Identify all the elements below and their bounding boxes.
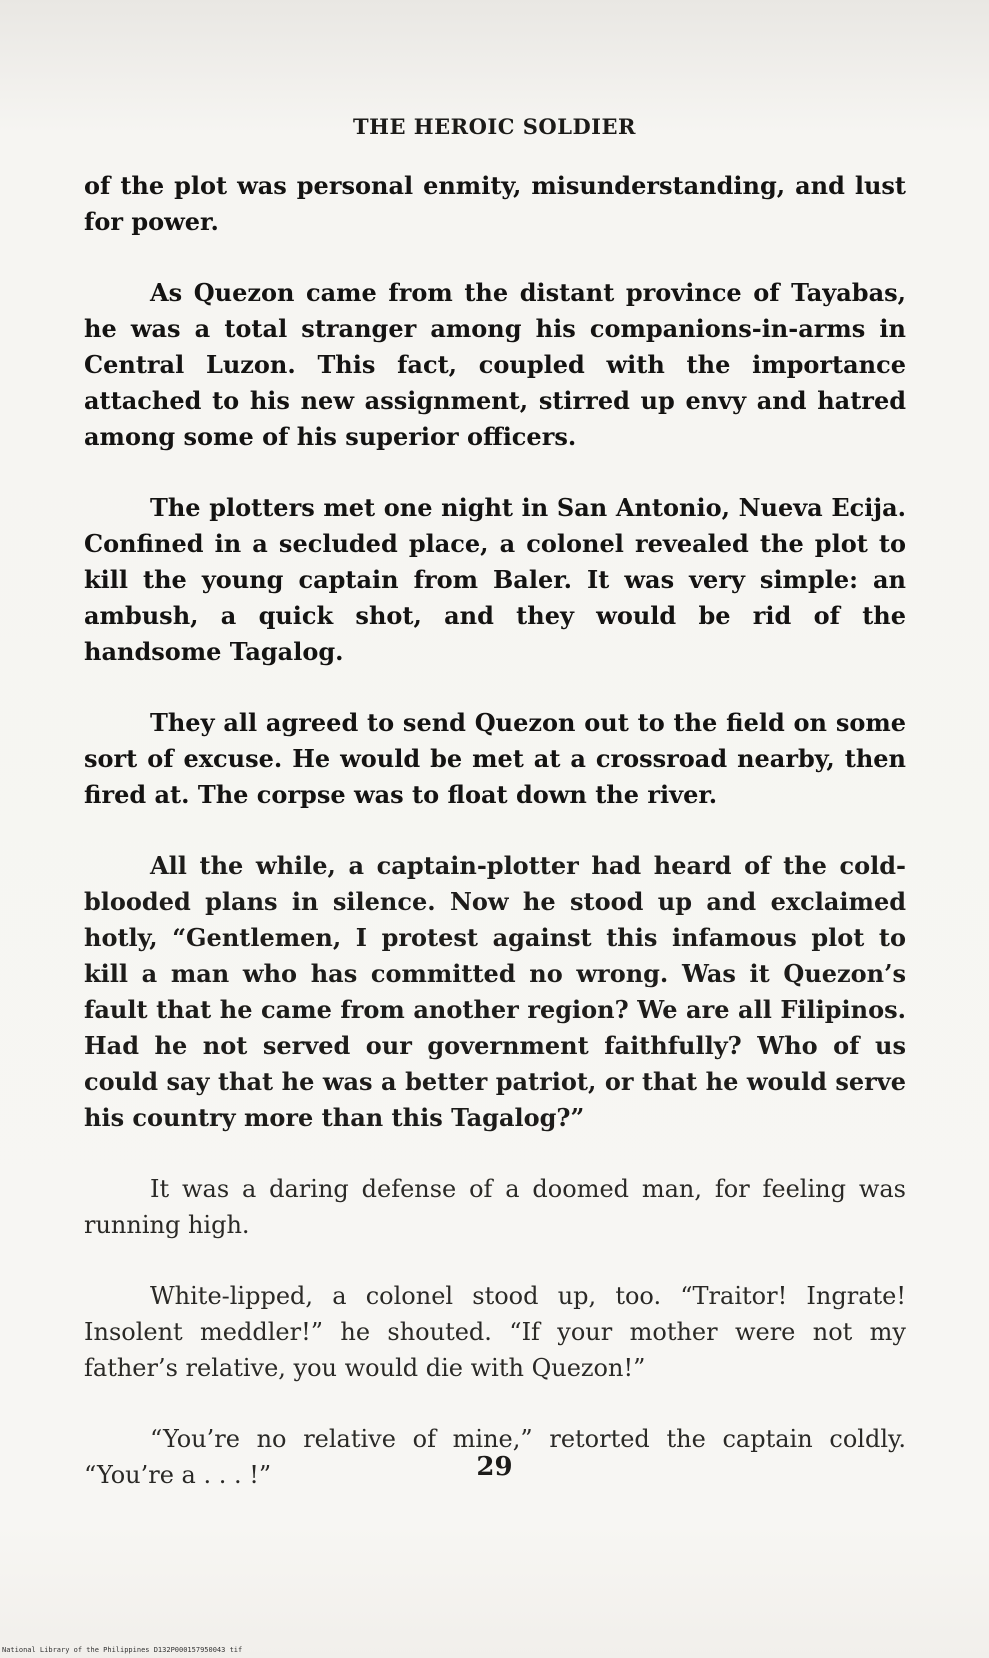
paragraph-1: of the plot was personal enmity, misunderstanding, and lust for power. <box>84 171 906 236</box>
scan-footer-note: National Library of the Philippines D132P000157950043 tif <box>2 1646 243 1654</box>
paragraph-4: They all agreed to send Quezon out to the field on some sort of excuse. He would be met at a crossroad nearby, then fired at. The corpse was to float down the river. <box>84 708 906 809</box>
page-number: 29 <box>476 1452 513 1482</box>
paragraph-3: The plotters met one night in San Antonio, Nueva Ecija. Confined in a secluded place, a colonel revealed the plot to kill the young captain from Baler. It was very simple: an ambush, a quick shot, and they would be rid of the handsome Tagalog. <box>84 493 906 666</box>
paragraph-2: As Quezon came from the distant province of Tayabas, he was a total stranger among his companions-in-arms in Central Luzon. This fact, coupled with the importance attached to his new assignment, stirred up envy and hatred among some of his superior officers. <box>84 278 906 451</box>
paragraph-8: “You’re no relative of mine,” retorted the captain coldly. “You’re a . . . !” <box>84 1425 906 1489</box>
paragraph-7: White-lipped, a colonel stood up, too. “Traitor! Ingrate! Insolent meddler!” he shouted. “If your mother were not my father’s relative, you would die with Quezon!” <box>84 1282 906 1382</box>
body-text <box>84 168 906 1528</box>
running-head: THE HEROIC SOLDIER <box>353 114 636 139</box>
paragraph-6: It was a daring defense of a doomed man, for feeling was running high. <box>84 1175 906 1239</box>
paragraph-5: All the while, a captain-plotter had heard of the cold-blooded plans in silence. Now he stood up and exclaimed hotly, “Gentlemen, I protest against this infamous plot to kill a man who has committed no wrong. Was it Quezon’s fault that he came from another region? We are all Filipinos. Had he not served our government faithfully? Who of us could say that he was a better patriot, or that he would serve his country more than this Tagalog?” <box>84 851 906 1132</box>
